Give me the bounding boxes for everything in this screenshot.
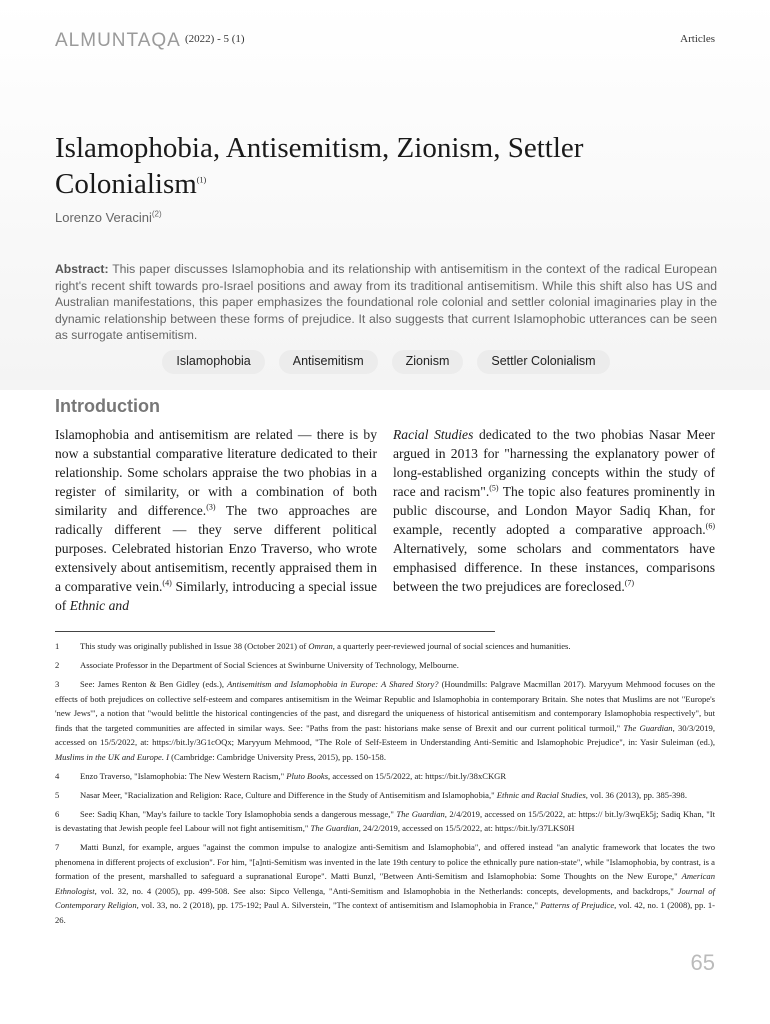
keyword-list [55, 350, 717, 374]
footnote-italic: The Guardian [623, 722, 673, 733]
keyword-tag[interactable]: Settler Colonialism [477, 350, 609, 374]
footnote-number: 6 [55, 808, 60, 819]
page-header [55, 30, 715, 52]
page-number: 65 [690, 950, 715, 975]
footnote-italic: The Guardian [396, 808, 445, 819]
footnote-text: , vol. 33, no. 2 (2018), pp. 175-192; Paul A. Silverstein, "The context of antisemitism and Islamophobia in France," [136, 900, 541, 910]
footnote-text: , vol. 36 (2013), pp. 385-398. [585, 789, 688, 800]
journal-logo: ALMUNTAQA [55, 30, 181, 51]
intro-text: The two approaches are radically different — they serve different political purposes. Celebrated historian Enzo Traverso, who wrote extensively about antisemitism, recently appraised them in a comparative vein. [55, 503, 377, 594]
footnote-ref-6[interactable]: (6) [705, 521, 715, 531]
footnote-number: 7 [55, 842, 60, 852]
footnote-italic: Antisemitism and Islamophobia in Europe: A Shared Story? [227, 679, 439, 689]
footnote-6 [55, 807, 715, 836]
title-footnote-ref[interactable]: (1) [196, 175, 207, 185]
intro-text: Similarly, introducing a special issue of [55, 579, 377, 613]
footnote-italic: Pluto Books [286, 770, 329, 781]
keyword-tag[interactable]: Antisemitism [279, 350, 378, 374]
footnote-text: Matti Bunzl, for example, argues "against the common impulse to analogize anti-Semitism and Islamophobia", and offered instead "an analytic framework that locates the two phenomena in different projects of exclusion". For him, "[a]nti-Semitism was invented in the late 19th century to police the ethnically pure nation-state", while "Islamophobia, by contrast, is a formation of the present, marshalled to safeguard a supranational Europe". Matti Bunzl, "Between Anti-Semitism and Islamophobia: Some Thoughts on the New Europe," [55, 842, 715, 881]
footnote-divider [55, 631, 495, 632]
footnote-2 [55, 658, 715, 673]
footnote-text: , 30/3/2019, accessed on 15/5/2022, at: https://bit.ly/3G1cOQx; Maryyum Mehmood, "The Role of Self-Esteem in Understanding Anti-Semitic and Islamophobic Prejudice", in: Yasir Suleiman (ed.), [55, 722, 715, 747]
footnote-1 [55, 639, 715, 654]
title-text: Islamophobia, Antisemitism, Zionism, Settler Colonialism [55, 132, 584, 200]
keyword-tag[interactable]: Zionism [392, 350, 464, 374]
footnote-text: Nasar Meer, "Racialization and Religion: Race, Culture and Difference in the Study of Antisemitism and Islamophobia," [80, 789, 497, 800]
footnote-number: 5 [55, 789, 60, 800]
footnote-italic: The Guardian [310, 823, 359, 833]
footnote-text: This study was originally published in Issue 38 (October 2021) of [80, 641, 309, 651]
footnote-text: (Cambridge: Cambridge University Press, 2015), pp. 150-158. [169, 751, 386, 762]
footnotes [55, 639, 715, 932]
footnote-text: , vol. 42, no. 1 (2008), pp. 1-26. [55, 900, 715, 925]
footnote-text: Enzo Traverso, "Islamophobia: The New Western Racism," [80, 770, 287, 781]
intro-column-right [393, 425, 715, 596]
abstract-label: Abstract: [55, 262, 109, 276]
author-name: Lorenzo Veracini [55, 210, 152, 225]
keyword-tag[interactable]: Islamophobia [162, 350, 264, 374]
footnote-ref-3[interactable]: (3) [206, 502, 216, 512]
footnote-text: See: James Renton & Ben Gidley (eds.), [80, 679, 228, 689]
footnote-italic: Patterns of Prejudice [540, 900, 615, 910]
intro-italic-text: Ethnic and [69, 598, 130, 613]
footnote-number: 3 [55, 679, 60, 689]
footnote-3 [55, 677, 715, 764]
author-line [55, 210, 162, 225]
footnote-text: (Houndmills: Palgrave Macmillan 2017). Maryyum Mehmood focuses on the effects of both prejudices on collective self-esteem and compares antisemitism in the Weimar Republic and Islamophobia in contemporary Britain. She notes that Muslims are not "Europe's 'new Jews'", a notion that "would belittle the historical contingencies of the past, and disregard the uniqueness of historical antisemitism and contemporary Islamophobia respectively", but finds that the targeted communities are affected in similar ways. See: "Paths from the past: historians make sense of Brexit and our current political turmoil," [55, 679, 716, 733]
footnote-text: , 2/4/2019, accessed on 15/5/2022, at: https:// bit.ly/3wqEk5j; Sadiq Khan, "It is devastating that Jewish people feel Labour will not fight antisemitism," [55, 808, 715, 833]
abstract [55, 261, 717, 344]
footnote-number: 1 [55, 641, 60, 651]
intro-column-left [55, 425, 377, 615]
section-heading-introduction: Introduction [55, 396, 160, 416]
intro-text: dedicated to the two phobias Nasar Meer argued in 2013 for "harnessing the explanatory power of long-established organizing concepts within the study of race and racism". [393, 427, 716, 499]
footnote-text: , accessed on 15/5/2022, at: https://bit.ly/38xCKGR [328, 770, 507, 781]
section-label: Articles [680, 33, 715, 45]
footnote-7 [55, 840, 715, 927]
footnote-text: , vol. 32, no. 4 (2005), pp. 499-508. See also: Sipco Vellenga, "Anti-Semitism and Islamophobia in the Netherlands: concepts, developments, and backdrops," [94, 885, 678, 896]
intro-italic-text: Racial Studies [393, 427, 474, 442]
footnote-ref-7[interactable]: (7) [624, 578, 635, 588]
intro-text: Islamophobia and antisemitism are related — there is by now a substantial comparative literature dedicated to their relationship. Some scholars appraise the two phobias in a register of similarity, or with a combination of both similarity and difference. [55, 427, 377, 518]
footnote-number: 4 [55, 770, 60, 781]
footnote-text: , 24/2/2019, accessed on 15/5/2022, at: https://bit.ly/37LKS0H [358, 823, 575, 833]
abstract-text: This paper discusses Islamophobia and its relationship with antisemitism in the context of the radical European right's recent shift towards pro-Israel positions and away from its traditional antisemitism. While this shift also has US and Australian manifestations, this paper emphasizes the foundational role colonial and settler colonial imaginaries play in the dynamic relationship between these forms of prejudice. It also suggests that current Islamophobic utterances can be seen as surrogate antisemitism. [55, 262, 717, 342]
footnote-text: Associate Professor in the Department of Social Sciences at Swinburne University of Technology, Melbourne. [80, 660, 459, 670]
footnote-4 [55, 769, 715, 784]
footnote-italic: Omran [308, 641, 333, 651]
footnote-text: See: Sadiq Khan, "May's failure to tackle Tory Islamophobia sends a dangerous message," [80, 808, 397, 819]
issue-info: (2022) - 5 (1) [185, 33, 245, 45]
intro-text: The topic also features prominently in public discourse, and London Mayor Sadiq Khan, for example, recently adopted a comparative approach. [393, 484, 715, 537]
intro-text: Alternatively, some scholars and commentators have emphasised difference. In these instances, comparisons between the two prejudices are foreclosed. [393, 541, 715, 594]
footnote-number: 2 [55, 660, 60, 670]
footnote-italic: American Ethnologist [55, 871, 715, 896]
footnote-text: , a quarterly peer-reviewed journal of social sciences and humanities. [332, 641, 571, 651]
footnote-ref-5[interactable]: (5) [489, 483, 499, 493]
author-footnote-ref[interactable]: (2) [151, 209, 162, 219]
footnote-italic: Journal of Contemporary Religion [55, 885, 715, 910]
article-title [55, 130, 695, 202]
footnote-italic: Ethnic and Racial Studies [496, 789, 586, 800]
footnote-5 [55, 788, 715, 803]
footnote-italic: Muslims in the UK and Europe. I [55, 751, 170, 762]
footnote-ref-4[interactable]: (4) [162, 578, 172, 588]
